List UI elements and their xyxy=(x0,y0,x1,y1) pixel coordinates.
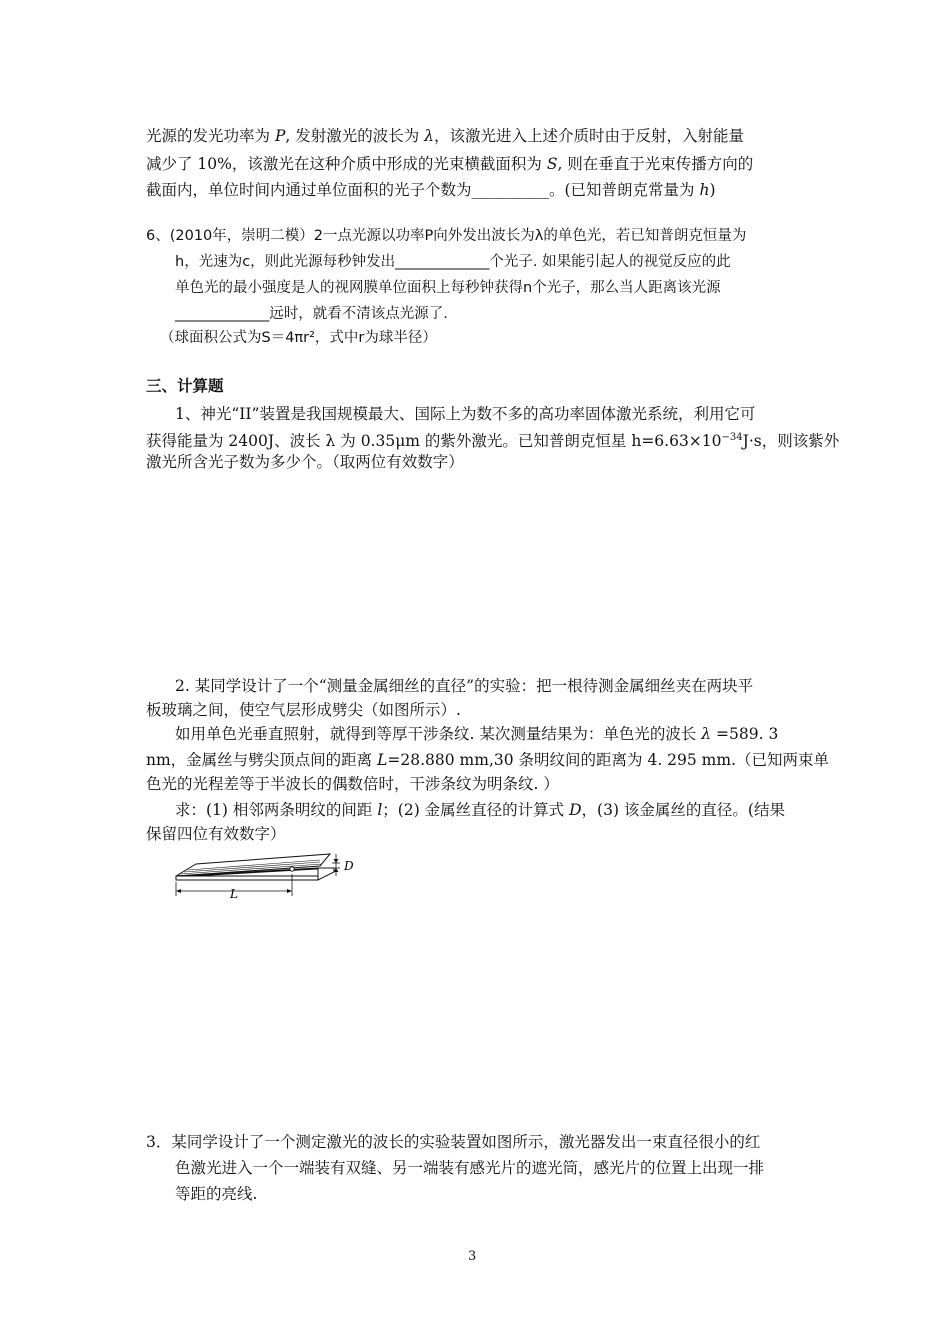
c2-line-4: nm，金属丝与劈尖顶点间的距离 L=28.880 mm,30 条明纹间的距离为 4. 295 mm.（已知两束单 xyxy=(146,751,830,769)
c3-line-1: 3．某同学设计了一个测定激光的波长的实验装置如图所示，激光器发出一束直径很小的红 xyxy=(146,1133,761,1151)
c2-line-2: 板玻璃之间，使空气层形成劈尖（如图所示）. xyxy=(146,701,461,719)
c3-line-3: 等距的亮线. xyxy=(175,1185,258,1203)
c2-line-1: 2. 某同学设计了一个“测量金属细丝的直径”的实验：把一根待测金属细丝夹在两块平 xyxy=(175,677,754,695)
c2-line-5: 色光的光程差等于半波长的偶数倍时，干涉条纹为明条纹. ） xyxy=(146,775,559,793)
q6-line-3: 单色光的最小强度是人的视网膜单位面积上每秒钟获得n个光子，那么当人距离该光源 xyxy=(175,280,721,296)
q5-line-3: 截面内，单位时间内通过单位面积的光子个数为__________。(已知普朗克常量为 h) xyxy=(146,181,716,199)
section-title: 三、计算题 xyxy=(146,377,224,395)
q5-line-1: 光源的发光功率为 P, 发射激光的波长为 λ，该激光进入上述介质时由于反射，入射能量 xyxy=(146,127,745,145)
c2-line-3: 如用单色光垂直照射，就得到等厚干涉条纹. 某次测量结果为：单色光的波长 λ =589. 3 xyxy=(175,725,779,743)
c3-line-2: 色激光进入一个一端装有双缝、另一端装有感光片的遮光筒，感光片的位置上出现一排 xyxy=(175,1159,765,1177)
c2-line-6: 求：(1) 相邻两条明纹的间距 l；(2) 金属丝直径的计算式 D，(3) 该金属丝的直径。(结果 xyxy=(175,801,785,819)
q6-line-5: （球面积公式为S＝4πr²，式中r为球半径） xyxy=(160,330,437,346)
q6-line-4: _____________远时，就看不清该点光源了. xyxy=(175,306,448,322)
figure-label-D: D xyxy=(344,859,354,873)
c2-line-7: 保留四位有效数字） xyxy=(146,825,286,843)
c1-line-1: 1、神光“II”装置是我国规模最大、国际上为数不多的高功率固体激光系统，利用它可 xyxy=(175,405,756,423)
wedge-figure xyxy=(170,850,370,902)
c1-line-3: 激光所含光子数为多少个。（取两位有效数字） xyxy=(146,453,464,471)
page-number: 3 xyxy=(468,1249,477,1264)
q6-line-1: 6、(2010年，崇明二模）2一点光源以功率P向外发出波长为λ的单色光，若已知普朗克恒量为 xyxy=(146,228,747,244)
metal-wire xyxy=(290,867,294,871)
q6-line-2: h，光速为c，则此光源每秒钟发出_____________个光子. 如果能引起人的视觉反应的此 xyxy=(175,254,731,270)
figure-label-L: L xyxy=(230,887,238,901)
c1-line-2: 获得能量为 2400J、波长 λ 为 0.35μm 的紫外激光。已知普朗克恒星 $h=6.63\times 10^{-34}J\cdot s$，则该紫外 xyxy=(146,432,840,451)
q5-line-2: 减少了 10%，该激光在这种介质中形成的光束横截面积为 S, 则在垂直于光束传播方向的 xyxy=(146,155,754,173)
c1-exponent: −34 xyxy=(721,432,743,443)
